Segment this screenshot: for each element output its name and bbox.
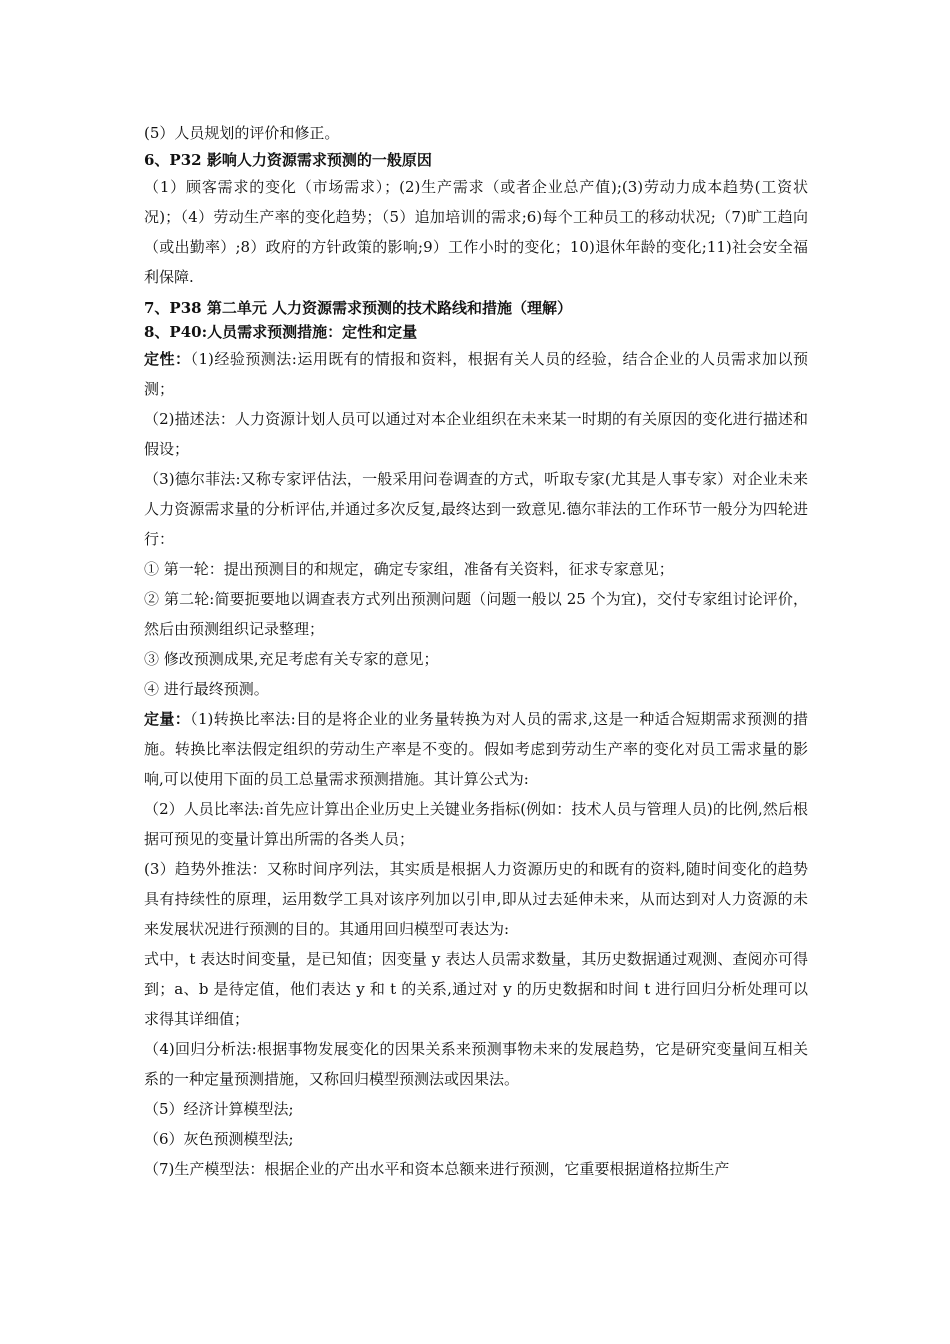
heading-7: 7、P38 第二单元 人力资源需求预测的技术路线和措施（理解） [144,299,573,317]
document-page [144,118,808,1184]
paragraph-quantitative-2: （2）人员比率法:首先应计算出企业历史上关键业务指标(例如：技术人员与管理人员)的比例,然后根据可预见的变量计算出所需的各类人员； [144,800,808,848]
delphi-round-4: ④ 进行最终预测。 [144,680,269,698]
paragraph-quantitative-6: （6）灰色预测模型法; [144,1130,294,1148]
quantitative-label: 定量： [144,710,191,728]
paragraph-quantitative-3b: 式中，t 表达时间变量，是已知值；因变量 y 表达人员需求数量，其历史数据通过观测、查阅亦可得到；a、b 是待定值，他们表达 y 和 t 的关系,通过对 y 的历史数据和时间 t 进行回归分析处理可以求得其详细值； [144,950,808,1028]
qualitative-method-1: （1)经验预测法:运用既有的情报和资料，根据有关人员的经验，结合企业的人员需求加以预测； [144,350,808,398]
paragraph-quantitative-1 [144,704,808,794]
paragraph-qualitative-2: （2)描述法：人力资源计划人员可以通过对本企业组织在未来某一时期的有关原因的变化进行描述和假设； [144,410,808,458]
paragraph-quantitative-3: (3）趋势外推法：又称时间序列法，其实质是根据人力资源历史的和既有的资料,随时间变化的趋势具有持续性的原理，运用数学工具对该序列加以引申,即从过去延伸未来，从而达到对人力资源的未来发展状况进行预测的目的。其通用回归模型可表达为: [144,860,808,938]
delphi-round-1: ① 第一轮：提出预测目的和规定，确定专家组，准备有关资料，征求专家意见； [144,560,674,578]
paragraph-item-5: (5）人员规划的评价和修正。 [144,124,340,142]
paragraph-quantitative-7: （7)生产模型法：根据企业的产出水平和资本总额来进行预测，它重要根据道格拉斯生产 [144,1160,730,1178]
heading-8: 8、P40:人员需求预测措施：定性和定量 [144,323,418,341]
paragraph-qualitative-1 [144,344,808,404]
delphi-round-3: ③ 修改预测成果,充足考虑有关专家的意见； [144,650,439,668]
qualitative-label: 定性： [144,350,191,368]
paragraph-factors: （1）顾客需求的变化（市场需求）；(2)生产需求（或者企业总产值);(3)劳动力成本趋势(工资状况)；（4）劳动生产率的变化趋势；（5）追加培训的需求;6)每个工种员工的移动状况;（7)旷工趋向（或出勤率）;8）政府的方针政策的影响;9）工作小时的变化；10)退休年龄的变化;11)社会安全福利保障. [144,178,808,286]
paragraph-quantitative-5: （5）经济计算模型法; [144,1100,294,1118]
quantitative-method-1: （1)转换比率法:目的是将企业的业务量转换为对人员的需求,这是一种适合短期需求预测的措施。转换比率法假定组织的劳动生产率是不变的。假如考虑到劳动生产率的变化对员工需求量的影响,可以使用下面的员工总量需求预测措施。其计算公式为: [144,710,808,788]
paragraph-qualitative-3: （3)德尔菲法:又称专家评估法，一般采用问卷调查的方式，听取专家(尤其是人事专家）对企业未来人力资源需求量的分析评估,并通过多次反复,最终达到一致意见.德尔菲法的工作环节一般分为四轮进行： [144,470,808,548]
paragraph-quantitative-4: （4)回归分析法:根据事物发展变化的因果关系来预测事物未来的发展趋势，它是研究变量间互相关系的一种定量预测措施，又称回归模型预测法或因果法。 [144,1040,808,1088]
delphi-round-2: ② 第二轮:简要扼要地以调查表方式列出预测问题（问题一般以 25 个为宜)，交付专家组讨论评价，然后由预测组织记录整理； [144,590,808,638]
heading-6: 6、P32 影响人力资源需求预测的一般原因 [144,151,432,169]
